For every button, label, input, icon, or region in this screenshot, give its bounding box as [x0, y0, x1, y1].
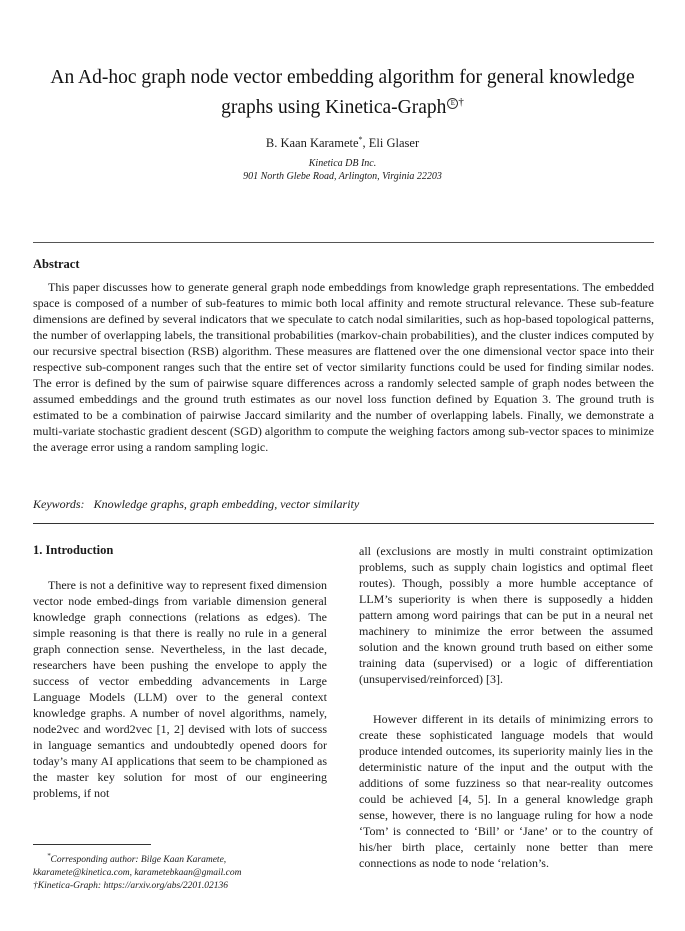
intro-paragraph-1: There is not a definitive way to represent fixed dimension vector node embed-dings from variable dimension general knowledge graph connections (relations as edges). The simple reasoning is that there is really no rule in a general graph connection sense. Nevertheless, in the last decade, researchers have been pushing the envelope to apply the success of vector embedding advancements in Large Language Models (LLM) over to the general context knowledge graphs. A number of novel algorithms, namely, node2vec and word2vec [1, 2] devised with lots of success in language semantics and undoubtedly opened doors for today’s many AI applications that seem to be championed as the master key solution for most of our engineering problems, if not [33, 578, 327, 800]
orcid-icon[interactable]: E [447, 98, 458, 109]
paper-title [20, 66, 665, 120]
abstract-heading: Abstract [33, 257, 80, 271]
title-marks [446, 96, 464, 108]
title-line-2-text: graphs using Kinetica-Graph [221, 97, 447, 118]
footnote-1-text: Corresponding author: Bilge Kaan Karamete, [50, 855, 227, 866]
intro-paragraph-2: However different in its details of minimizing errors to create these sophisticated language models that would produce intended outcomes, its superiority mainly lies in the deterministic nature of the input and the output with the additions of some fuzziness so that near-reality outcomes could be achieved [4, 5]. In a general knowledge graph sense, however, there is no language ruling for how a node ‘Tom’ is connected to ‘Bill’ or ‘Jane’ or to the country of his/her birth place, certainly none better than mere connections as node to node ‘relation’s. [359, 712, 653, 870]
footnote-1-mark: * [47, 852, 51, 860]
title-line-1: An Ad-hoc graph node vector embedding algorithm for general knowledge [50, 67, 635, 88]
footnotes [33, 850, 333, 893]
author-primary: B. Kaan Karamete [265, 136, 359, 151]
abstract-body: This paper discusses how to generate general graph node embeddings from knowledge graph representations. The embedded space is composed of a number of sub-features to mimic both local affinity and remote structural relevance. These sub-feature dimensions are defined by several indicators that we speculate to catch nodal similarities, such as hop-based topological patterns, the number of overlapping labels, the transitional probabilities (markov-chain probabilities), and the cluster indices computed by our recursive spectral bisection (RSB) algorithm. These measures are flattened over the one dimensional vector space into their respective sub-component ranges such that the entire set of vector similarity functions could be used for finding similar nodes. The error is defined by the sum of pairwise square differences across a randomly selected sample of graph nodes between the assumed embeddings and the ground truth estimates as our novel loss function defined by Equation 3. The ground truth is estimated to be a combination of pairwise Jaccard similarity and the number of overlapping labels. Finally, we demonstrate a multi-variate stochastic gradient descent (SGD) algorithm to compute the weighing factors among sub-vector spaces to minimize the average error using a random sampling logic. [33, 280, 654, 454]
address: 901 North Glebe Road, Arlington, Virginia 22203 [243, 171, 442, 182]
section-heading-introduction: 1. Introduction [33, 543, 114, 557]
keywords [33, 497, 359, 512]
intro-paragraph-1-continued: all (exclusions are mostly in multi constraint optimization problems, such as supply chain logistics and optimal fleet routes). Though, possibly a more humble acceptance of LLM’s superiority is when there is supposedly a hidden pattern among word pairings that can be put in a neural net machinery to minimize the error between the assumed solution and the known ground truth based on either some training data (supervised) or a logic of differentiation (unsupervised/reinforced) [3]. [359, 544, 653, 686]
title-line-2 [20, 90, 665, 120]
keywords-label: Keywords: [33, 497, 85, 511]
abstract-top-rule [33, 242, 654, 243]
keywords-list: Knowledge graphs, graph embedding, vector similarity [93, 497, 360, 511]
footnote-1-emails[interactable]: kkaramete@kinetica.com, karametebkaan@gmail.com [33, 868, 242, 879]
affiliation: Kinetica DB Inc. [308, 158, 377, 169]
abstract-bottom-rule [33, 523, 654, 524]
footnote-1 [33, 850, 333, 867]
author-list [0, 135, 685, 151]
footnote-2[interactable]: †Kinetica-Graph: https://arxiv.org/abs/2201.02136 [33, 881, 229, 892]
author-footnote-mark[interactable]: * [358, 135, 363, 144]
dagger-mark[interactable]: † [458, 96, 464, 108]
author-coauthors: , Eli Glaser [362, 136, 420, 151]
footnote-rule [33, 844, 151, 845]
